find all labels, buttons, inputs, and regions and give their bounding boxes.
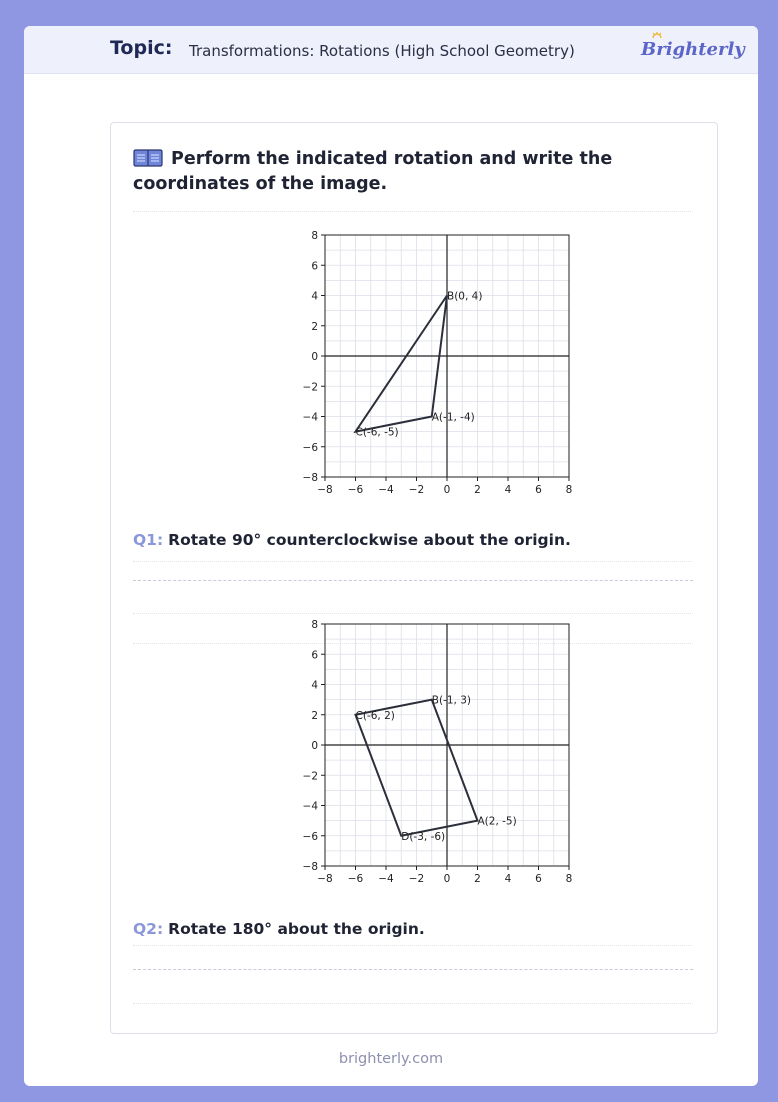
x-tick-label: −2 (408, 873, 425, 885)
question-2 (133, 920, 425, 938)
y-tick-label: −8 (302, 472, 318, 484)
y-tick-label: −6 (302, 441, 318, 454)
y-tick-label: −2 (302, 770, 318, 783)
y-tick-label: 0 (311, 351, 318, 363)
y-tick-label: 8 (311, 230, 318, 242)
question-number: Q1: (133, 531, 164, 549)
coordinate-graph-2 (287, 616, 577, 896)
instruction-text: Perform the indicated rotation and write the coordinates of the image. (133, 149, 613, 194)
x-tick-label: 2 (474, 873, 481, 885)
y-tick-label: −4 (302, 411, 318, 424)
answer-line-2[interactable] (133, 969, 693, 970)
vertex-label: C(-6, -5) (355, 426, 399, 439)
vertex-label: C(-6, 2) (355, 709, 395, 722)
y-tick-label: 4 (311, 290, 318, 303)
x-tick-label: 4 (504, 873, 512, 885)
sun-icon (652, 32, 662, 38)
ruled-line (133, 1003, 693, 1004)
coordinate-graph-1 (287, 227, 577, 507)
page-header (24, 26, 758, 74)
y-tick-label: 2 (311, 320, 318, 333)
answer-line-1[interactable] (133, 580, 693, 581)
x-tick-label: 0 (443, 873, 451, 885)
y-tick-label: −6 (302, 830, 318, 843)
y-tick-label: −2 (302, 381, 318, 394)
x-tick-label: 2 (474, 484, 481, 496)
vertex-label: D(-3, -6) (401, 830, 446, 843)
worksheet-page (24, 26, 758, 1086)
x-tick-label: −2 (408, 484, 425, 496)
x-tick-label: −6 (347, 484, 364, 496)
topic-label: Topic: (110, 37, 173, 59)
question-1 (133, 531, 571, 549)
vertex-label: B(0, 4) (447, 290, 483, 303)
x-tick-label: 8 (565, 873, 573, 885)
y-tick-label: 2 (311, 709, 318, 722)
x-tick-label: 6 (535, 484, 542, 496)
x-tick-label: −4 (378, 873, 394, 885)
x-tick-label: 4 (504, 484, 512, 496)
x-tick-label: −6 (347, 873, 364, 885)
vertex-label: A(2, -5) (477, 815, 517, 828)
topic-text: Transformations: Rotations (High School Geometry) (189, 42, 575, 60)
y-tick-label: −8 (302, 861, 318, 873)
x-tick-label: −8 (317, 873, 333, 885)
y-tick-label: 0 (311, 740, 318, 752)
instruction (133, 147, 673, 197)
x-tick-label: 0 (443, 484, 451, 496)
y-tick-label: 4 (311, 679, 318, 692)
brand-logo: Brighterly (641, 39, 745, 60)
vertex-label: B(-1, 3) (431, 694, 471, 707)
exercise-card (110, 122, 718, 1034)
x-tick-label: 6 (535, 873, 542, 885)
ruled-line (133, 945, 693, 946)
ruled-line (133, 561, 693, 562)
vertex-label: A(-1, -4) (431, 411, 475, 424)
y-tick-label: −4 (302, 800, 318, 813)
x-tick-label: −4 (378, 484, 394, 496)
question-text: Rotate 90° counterclockwise about the origin. (168, 531, 571, 549)
question-number: Q2: (133, 920, 164, 938)
ruled-line (133, 613, 693, 614)
question-text: Rotate 180° about the origin. (168, 920, 425, 938)
y-tick-label: 6 (311, 649, 318, 662)
ruled-line (133, 211, 693, 212)
y-tick-label: 8 (311, 619, 318, 631)
x-tick-label: −8 (317, 484, 333, 496)
open-book-icon (133, 149, 163, 167)
y-tick-label: 6 (311, 260, 318, 273)
footer-site: brighterly.com (338, 1051, 444, 1067)
x-tick-label: 8 (565, 484, 573, 496)
